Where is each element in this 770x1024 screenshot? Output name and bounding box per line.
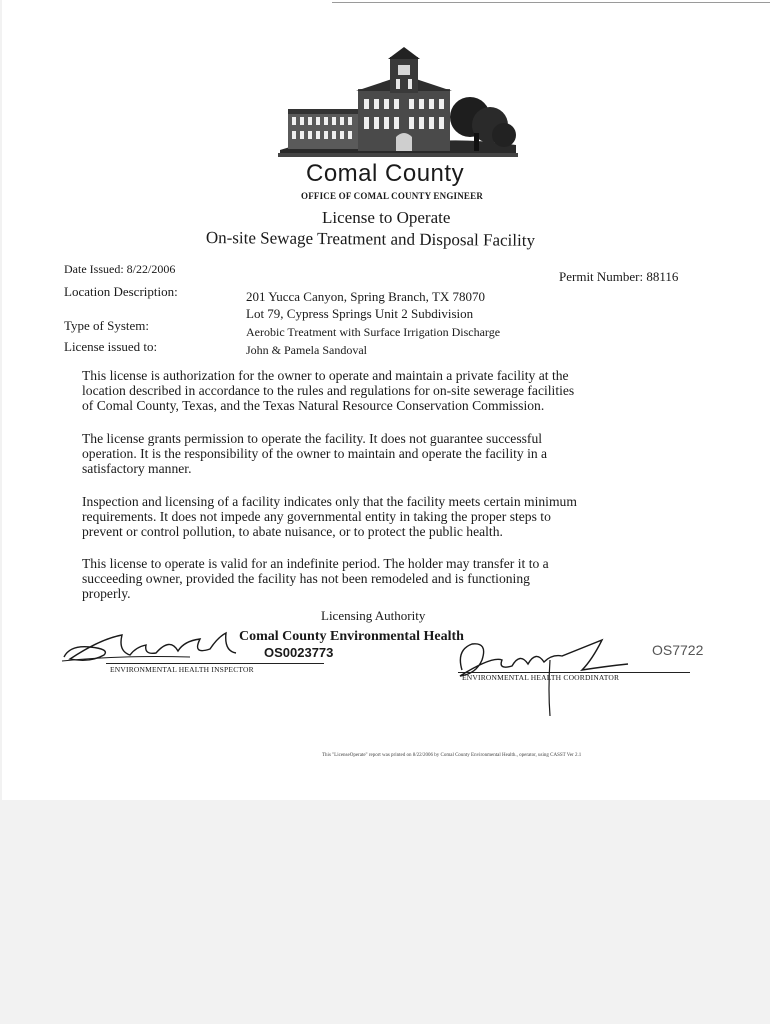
system-type-value: Aerobic Treatment with Surface Irrigation Discharge [246,325,501,339]
coordinator-code: OS7722 [652,642,704,658]
license-page [2,0,770,800]
coordinator-signature [432,630,632,720]
permit-number: Permit Number: 88116 [559,269,679,284]
system-type-label: Type of System: [64,318,150,333]
paragraph-line: properly. [82,586,131,601]
county-name: Comal County [306,160,465,187]
license-title: License to Operate [322,208,451,227]
office-name: OFFICE OF COMAL COUNTY ENGINEER [301,191,484,201]
paragraph-line: requirements. It does not impede any governmental entity in taking the proper steps to [82,509,551,524]
paragraph-authorization [82,368,574,413]
paragraph-line: satisfactory manner. [82,461,192,476]
coordinator-role: ENVIRONMENTAL HEALTH COORDINATOR [462,673,620,682]
paragraph-line: succeeding owner, provided the facility has not been remodeled and is functioning [82,571,530,586]
issued-to-label: License issued to: [64,339,158,354]
paragraph-line: location described in accordance to the rules and regulations for on-site sewerage facilities [82,383,575,398]
inspector-code: OS0023773 [264,645,334,660]
paragraph-line: prevent or control pollution, to abate nuisance, or to protect the public health. [82,524,503,539]
paragraph-line: Inspection and licensing of a facility indicates only that the facility meets certain minimum [82,494,577,509]
location-label: Location Description: [64,284,178,299]
inspector-signature [60,625,250,670]
paragraph-line: This license is authorization for the owner to operate and maintain a private facility at the [82,368,569,383]
paragraph-line: This license to operate is valid for an indefinite period. The holder may transfer it to a [82,556,549,571]
print-footnote: This "LicenseOperate" report was printed on 8/22/2006 by Comal County Environmental Health., operator, using CASST Ver 2.1 [322,753,582,758]
paragraph-permission [82,431,547,476]
paragraph-line: operation. It is the responsibility of the owner to maintain and operate the facility in a [82,446,548,461]
date-issued: Date Issued: 8/22/2006 [64,262,176,276]
licensing-authority: Licensing Authority [321,608,426,623]
paragraph-inspection [82,494,577,539]
issued-to-value: John & Pamela Sandoval [246,343,367,357]
paragraph-validity [82,556,549,601]
scan-edge-line [332,2,770,3]
location-line-1: 201 Yucca Canyon, Spring Branch, TX 78070 [246,289,486,304]
paragraph-line: of Comal County, Texas, and the Texas Natural Resource Conservation Commission. [82,398,545,413]
license-subtitle: On-site Sewage Treatment and Disposal Facility [205,228,536,250]
courthouse-logo [278,45,518,160]
paragraph-line: The license grants permission to operate the facility. It does not guarantee successful [82,431,543,446]
location-line-2: Lot 79, Cypress Springs Unit 2 Subdivision [246,306,474,321]
inspector-role: ENVIRONMENTAL HEALTH INSPECTOR [110,665,254,674]
department-name: Comal County Environmental Health [239,629,464,644]
